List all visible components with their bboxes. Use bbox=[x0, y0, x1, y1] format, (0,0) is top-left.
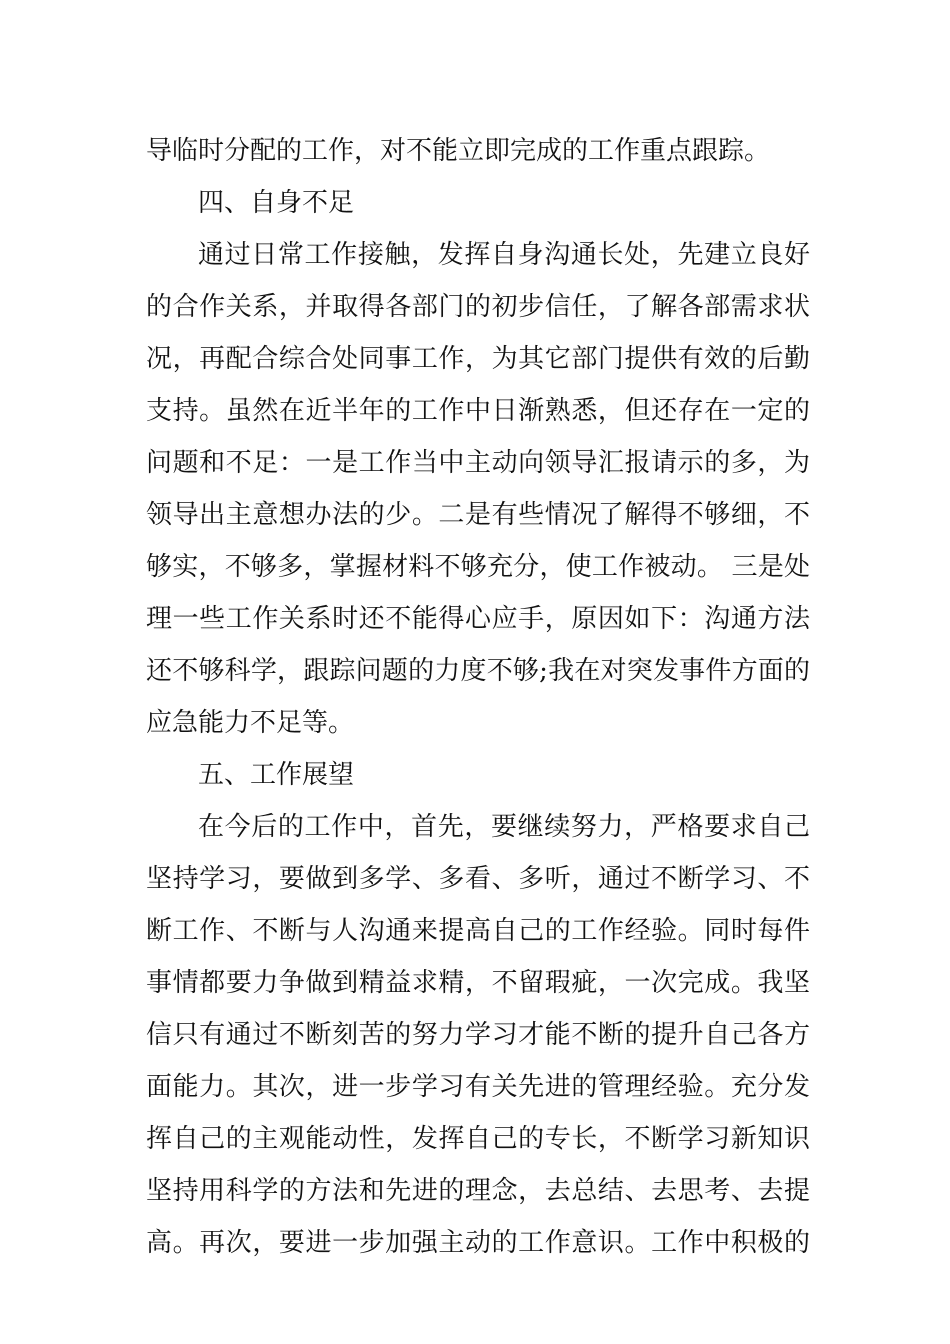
paragraph-line: 坚持学习，要做到多学、多看、多听，通过不断学习、不 bbox=[146, 864, 810, 894]
paragraph-line: 高。再次，要进一步加强主动的工作意识。工作中积极的 bbox=[146, 1228, 810, 1258]
paragraph-line: 挥自己的主观能动性，发挥自己的专长，不断学习新知识 bbox=[146, 1124, 810, 1154]
section-heading-outlook: 五、工作展望 bbox=[198, 760, 355, 790]
paragraph-line: 问题和不足：一是工作当中主动向领导汇报请示的多，为 bbox=[146, 448, 810, 478]
paragraph-line: 况，再配合综合处同事工作，为其它部门提供有效的后勤 bbox=[146, 344, 810, 374]
paragraph-line: 通过日常工作接触，发挥自身沟通长处，先建立良好 bbox=[198, 240, 810, 270]
section-heading-shortcomings: 四、自身不足 bbox=[198, 188, 355, 218]
paragraph-line: 够实，不够多，掌握材料不够充分，使工作被动。 三是处 bbox=[146, 552, 810, 582]
paragraph-line: 理一些工作关系时还不能得心应手，原因如下：沟通方法 bbox=[146, 604, 810, 634]
paragraph-line: 领导出主意想办法的少。二是有些情况了解得不够细，不 bbox=[146, 500, 810, 530]
paragraph-line: 坚持用科学的方法和先进的理念，去总结、去思考、去提 bbox=[146, 1176, 810, 1206]
paragraph-line: 信只有通过不断刻苦的努力学习才能不断的提升自己各方 bbox=[146, 1020, 810, 1050]
paragraph-line: 事情都要力争做到精益求精，不留瑕疵，一次完成。我坚 bbox=[146, 968, 810, 998]
paragraph-line: 断工作、不断与人沟通来提高自己的工作经验。同时每件 bbox=[146, 916, 810, 946]
paragraph-line: 在今后的工作中，首先，要继续努力，严格要求自己 bbox=[198, 812, 810, 842]
paragraph-line: 应急能力不足等。 bbox=[146, 708, 355, 738]
paragraph-line: 面能力。其次，进一步学习有关先进的管理经验。充分发 bbox=[146, 1072, 810, 1102]
paragraph-line: 还不够科学，跟踪问题的力度不够;我在对突发事件方面的 bbox=[146, 656, 810, 686]
paragraph-line: 导临时分配的工作，对不能立即完成的工作重点跟踪。 bbox=[146, 136, 771, 166]
document-body bbox=[146, 125, 810, 1269]
paragraph-line: 支持。虽然在近半年的工作中日渐熟悉，但还存在一定的 bbox=[146, 396, 810, 426]
paragraph-line: 的合作关系，并取得各部门的初步信任，了解各部需求状 bbox=[146, 292, 810, 322]
